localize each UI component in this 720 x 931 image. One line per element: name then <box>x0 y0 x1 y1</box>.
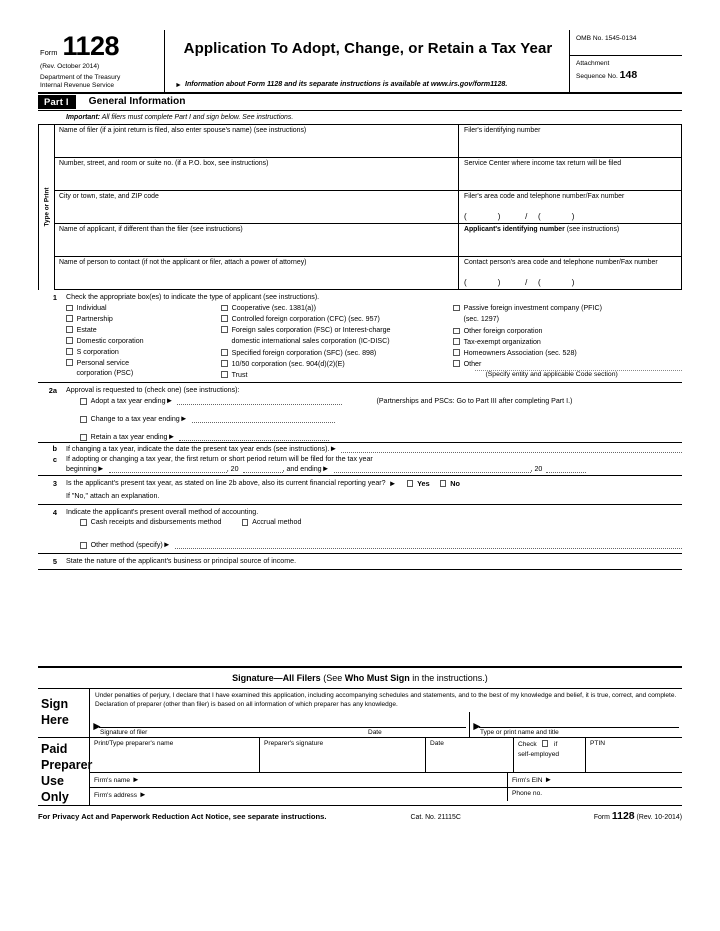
omb-number: OMB No. 1545-0134 <box>570 30 682 56</box>
label-text: Service Center where income tax return will be filed <box>464 160 622 168</box>
present-tax-year-end-input[interactable] <box>341 444 682 453</box>
label-bold: Applicant's identifying number <box>464 226 565 234</box>
triangle-right-icon: ► <box>165 395 174 405</box>
checkbox-box-icon[interactable] <box>453 338 460 345</box>
line-2a-text: Approval is requested to (check one) (see instructions): <box>66 385 240 394</box>
field-firm-name[interactable] <box>90 773 508 787</box>
header-omb-block <box>570 30 682 92</box>
caption-print-name-title: Type or print name and title <box>480 729 559 737</box>
line-2a-option-retain-row <box>66 432 682 441</box>
line-5-answer-area[interactable] <box>38 570 682 666</box>
option-label: No <box>450 478 461 488</box>
beginning-year-label: , 20 <box>226 464 239 473</box>
signature-of-filer-field[interactable] <box>90 712 470 737</box>
checkbox-line3-yes[interactable] <box>407 479 430 488</box>
line-4-number: 4 <box>52 507 57 517</box>
paren-close: ) <box>497 211 501 221</box>
other-specify-hint: (Specify entity and applicable Code section) <box>475 370 682 379</box>
option-label: S corporation <box>76 347 119 356</box>
paren-open: ( <box>464 211 467 221</box>
checkbox-tax-exempt-organization[interactable] <box>453 337 682 347</box>
slash-separator: / <box>525 211 528 221</box>
table-row <box>55 125 681 158</box>
line-2c-number: c <box>52 454 57 464</box>
line-2c-text: If adopting or changing a tax year, the first return or short period return will be filed for the tax year <box>66 454 373 463</box>
paid-preparer-block <box>38 738 682 806</box>
line-2a-block <box>38 383 682 443</box>
option-label: 10/50 corporation (sec. 904(d)(2)(E) <box>231 359 345 368</box>
line-3-number: 3 <box>52 478 57 488</box>
and-ending-label: , and ending <box>282 464 322 473</box>
sign-here-line-1: Sign <box>41 696 69 711</box>
table-row <box>55 158 681 191</box>
sign-here-label <box>38 689 90 737</box>
paren-open: ( <box>464 277 467 287</box>
option-label-cont: domestic international sales corporation (IC-DISC) <box>231 336 390 345</box>
checkbox-box-icon[interactable] <box>453 360 460 367</box>
footer-form-number: 1128 <box>611 810 635 823</box>
checkbox-foreign-sales-corporation[interactable] <box>221 325 453 335</box>
field-city-state-zip[interactable]: City or town, state, and ZIP code <box>55 191 459 223</box>
form-sheet <box>38 30 682 822</box>
option-label: Specified foreign corporation (SFC) (sec. 898) <box>231 348 377 357</box>
triangle-right-icon: ► <box>471 719 483 734</box>
sequence-label: Sequence No. <box>576 72 618 80</box>
option-label-retain: Retain a tax year ending <box>90 432 168 441</box>
checkbox-other-method[interactable] <box>80 542 87 549</box>
ending-year-label: , 20 <box>530 464 543 473</box>
checkbox-box-icon[interactable] <box>221 371 228 378</box>
checkbox-box-icon[interactable] <box>221 315 228 322</box>
option-label: Homeowners Association (sec. 528) <box>463 348 577 357</box>
catalog-number: Cat. No. 21115C <box>410 814 461 822</box>
field-filer-identifying-number[interactable] <box>459 125 681 157</box>
checkbox-10-50-corporation[interactable] <box>221 359 453 369</box>
attachment-label: Attachment <box>576 60 610 67</box>
label-text: Contact person's area code and telephone number/Fax number <box>464 259 658 267</box>
ending-year-input[interactable] <box>546 464 586 473</box>
caption-signature-of-filer: Signature of filer <box>100 729 148 737</box>
department-block <box>40 74 160 90</box>
page-title: Application To Adopt, Change, or Retain a Tax Year <box>183 40 553 57</box>
print-name-title-field[interactable] <box>470 712 682 737</box>
checkbox-box-icon[interactable] <box>453 328 460 335</box>
perjury-statement: Under penalties of perjury, I declare that I have examined this application, including accompanying schedules and statements, and to the best of my knowledge and belief, it is true, correct, and complete. Declaration of preparer (other than filer) is based on all information of which preparer has any knowledge. <box>95 691 677 708</box>
important-text: All filers must complete Part I and sign below. See instructions. <box>101 113 294 121</box>
option-label: Other foreign corporation <box>463 327 543 336</box>
form-footer <box>38 806 682 822</box>
field-street-address[interactable]: Number, street, and room or suite no. (if a P.O. box, see instructions) <box>55 158 459 190</box>
table-row <box>55 224 681 257</box>
field-filer-phone[interactable] <box>459 191 681 223</box>
checkbox-accrual-method[interactable] <box>242 519 249 526</box>
option-fsc-continuation <box>221 336 453 346</box>
option-label-cont: corporation (PSC) <box>76 369 134 378</box>
type-or-print-side-label <box>39 125 55 290</box>
option-label-change: Change to a tax year ending <box>90 414 180 423</box>
paren-open: ( <box>537 211 541 221</box>
check-label: Check <box>518 741 537 749</box>
line-3-note-block <box>38 489 682 505</box>
field-contact-person[interactable]: Name of person to contact (if not the applicant or filer, attach a power of attorney) <box>55 257 459 289</box>
triangle-right-icon: ► <box>388 478 397 488</box>
option-label-cont: (sec. 1297) <box>463 315 499 324</box>
checkbox-personal-service-corporation[interactable] <box>66 358 221 368</box>
paid-preparer-line-2: Preparer <box>41 758 93 773</box>
field-phone-no[interactable] <box>508 788 682 801</box>
checkbox-individual[interactable] <box>66 303 221 313</box>
beginning-date-input[interactable] <box>109 464 227 473</box>
paren-open: ( <box>537 277 541 287</box>
header-title-block <box>165 30 570 92</box>
label-note: (see instructions) <box>566 226 620 234</box>
field-preparer-date[interactable]: Date <box>426 738 514 772</box>
table-row <box>90 773 682 788</box>
paid-preparer-line-1: Paid <box>41 742 68 757</box>
firm-name-label: Firm's name <box>94 777 131 785</box>
field-name-of-filer[interactable]: Name of filer (if a joint return is filed, also enter spouse's name) (see instructions) <box>55 125 459 157</box>
paid-preparer-line-3: Use Only <box>41 774 69 805</box>
beginning-label: beginning <box>66 464 97 473</box>
checkbox-box-icon[interactable] <box>66 348 73 355</box>
option-label: Individual <box>76 304 107 313</box>
line-2b-number: b <box>52 443 57 453</box>
footer-form-identity <box>594 810 682 822</box>
adopt-tax-year-input[interactable] <box>177 396 342 405</box>
triangle-right-icon: ► <box>321 463 330 473</box>
option-label: Partnership <box>76 315 113 324</box>
footer-form-word: Form <box>593 814 610 822</box>
line-1-text: Check the appropriate box(es) to indicate the type of applicant (see instructions). <box>66 292 320 301</box>
signature-section-title <box>38 668 682 689</box>
option-pfic-continuation <box>453 314 682 324</box>
header-info-line <box>173 80 563 88</box>
paren-close: ) <box>571 211 575 221</box>
table-row <box>55 191 681 224</box>
change-tax-year-input[interactable] <box>192 414 335 423</box>
department-line-1: Department of the Treasury <box>40 73 121 81</box>
paid-preparer-label <box>38 738 93 805</box>
retain-tax-year-input[interactable] <box>179 432 329 441</box>
header-form-identity <box>38 30 165 92</box>
applicant-type-column-3 <box>453 303 682 380</box>
option-label-accrual-method: Accrual method <box>252 517 302 526</box>
other-method-input[interactable] <box>175 540 682 549</box>
checkbox-other[interactable] <box>453 359 682 369</box>
form-header <box>38 30 682 94</box>
phone-no-label: Phone no. <box>512 790 543 798</box>
type-or-print-text: Type or Print <box>43 187 50 227</box>
signature-rule <box>99 727 466 728</box>
option-label: Controlled foreign corporation (CFC) (sec. 957) <box>231 315 380 324</box>
applicant-type-column-2 <box>221 303 453 380</box>
line-2c-block <box>38 454 682 476</box>
option-label: Foreign sales corporation (FSC) or Interest-charge <box>231 325 391 334</box>
checkbox-box-icon[interactable] <box>221 349 228 356</box>
checkbox-box-icon[interactable] <box>453 349 460 356</box>
checkbox-partnership[interactable] <box>66 314 221 324</box>
field-firm-address[interactable] <box>90 788 508 801</box>
applicant-type-column-1 <box>66 303 221 380</box>
footer-form-rev: (Rev. 10-2014) <box>636 814 682 822</box>
field-ptin[interactable]: PTIN <box>590 740 606 748</box>
line-2b-block <box>38 443 682 454</box>
form-revision: (Rev. October 2014) <box>40 62 100 70</box>
checkbox-box-icon[interactable] <box>221 305 228 312</box>
attachment-sequence <box>570 56 682 92</box>
paren-close: ) <box>571 277 575 287</box>
sign-here-line-2: Here <box>41 712 69 727</box>
line-5-block <box>38 553 682 570</box>
checkbox-self-employed[interactable] <box>542 740 549 747</box>
checkbox-domestic-corporation[interactable] <box>66 336 221 346</box>
checkbox-box-icon[interactable] <box>66 305 73 312</box>
form-number: 1128 <box>62 31 120 61</box>
label-text: Filer's identifying number <box>464 127 541 135</box>
option-label: Domestic corporation <box>76 336 144 345</box>
option-psc-continuation <box>66 368 221 378</box>
checkbox-box-icon[interactable] <box>66 359 73 366</box>
ending-date-input[interactable] <box>334 464 531 473</box>
line-2a-number: 2a <box>48 385 57 395</box>
name-title-rule <box>479 727 679 728</box>
field-firm-ein[interactable] <box>508 773 682 787</box>
checkbox-homeowners-association[interactable] <box>453 348 682 358</box>
important-note <box>38 111 682 124</box>
option-label-cash-method: Cash receipts and disbursements method <box>90 517 222 526</box>
option-label: Estate <box>76 325 97 334</box>
part-i-box: Part I <box>38 95 76 109</box>
checkbox-other-foreign-corporation[interactable] <box>453 326 682 336</box>
form-word-label: Form <box>40 47 58 57</box>
sequence-number: 148 <box>619 68 638 81</box>
field-self-employed-check[interactable] <box>514 738 586 772</box>
checkbox-estate[interactable] <box>66 325 221 335</box>
checkbox-box-icon[interactable] <box>66 326 73 333</box>
checkbox-cooperative[interactable] <box>221 303 453 313</box>
table-row <box>90 738 682 773</box>
checkbox-cash-method[interactable] <box>80 519 87 526</box>
line-5-text: State the nature of the applicant's business or principal source of income. <box>66 556 297 565</box>
triangle-right-icon: ► <box>175 80 183 89</box>
checkbox-box-icon[interactable] <box>440 480 447 487</box>
firm-address-label: Firm's address <box>94 792 138 800</box>
part-i-bar <box>38 94 682 111</box>
line-4-block <box>38 505 682 553</box>
checkbox-specified-foreign-corporation[interactable] <box>221 348 453 358</box>
checkbox-s-corporation[interactable] <box>66 347 221 357</box>
triangle-right-icon: ► <box>179 413 188 423</box>
triangle-right-icon: ► <box>162 539 171 549</box>
checkbox-box-icon[interactable] <box>66 315 73 322</box>
slash-separator: / <box>525 277 528 287</box>
triangle-right-icon: ► <box>91 719 103 734</box>
line-3-block <box>38 476 682 489</box>
checkbox-retain-tax-year[interactable] <box>80 434 87 441</box>
phone-entry-marks <box>464 278 575 287</box>
label-text: Filer's area code and telephone number/Fax number <box>464 193 625 201</box>
check-if-label: if <box>553 741 558 749</box>
option-label: Trust <box>231 370 248 379</box>
checkbox-line3-no[interactable] <box>440 479 460 488</box>
field-name-of-applicant[interactable]: Name of applicant, if different than the filer (see instructions) <box>55 224 459 256</box>
important-label: Important: <box>66 113 101 121</box>
part-i-title: General Information <box>88 96 186 108</box>
option-label-adopt: Adopt a tax year ending <box>90 396 166 405</box>
line-2b-text: If changing a tax year, indicate the date the present tax year ends (see instructions). <box>66 444 330 453</box>
caption-date: Date <box>368 729 382 737</box>
option-label: Other <box>463 359 482 368</box>
paren-close: ) <box>497 277 501 287</box>
triangle-right-icon: ► <box>96 463 105 473</box>
phone-entry-marks <box>464 212 575 221</box>
line-4-text: Indicate the applicant's present overall method of accounting. <box>66 507 259 516</box>
field-service-center[interactable] <box>459 158 681 190</box>
checkbox-box-icon[interactable] <box>407 480 414 487</box>
field-preparer-signature[interactable]: Preparer's signature <box>260 738 426 772</box>
checkbox-change-tax-year[interactable] <box>80 416 87 423</box>
firm-ein-label: Firm's EIN <box>512 777 543 785</box>
checkbox-controlled-foreign-corporation[interactable] <box>221 314 453 324</box>
option-label: Tax-exempt organization <box>463 337 541 346</box>
triangle-right-icon: ► <box>544 775 553 785</box>
line-2a-option-change-row <box>66 414 682 423</box>
option-label: Yes <box>417 478 430 488</box>
checkbox-box-icon[interactable] <box>453 305 460 312</box>
option-label: Cooperative (sec. 1381(a)) <box>231 304 316 313</box>
who-must-sign-reference: Who Must Sign <box>344 672 410 683</box>
option-label: Passive foreign investment company (PFIC) <box>463 304 602 313</box>
field-preparer-name[interactable]: Print/Type preparer's name <box>90 738 260 772</box>
line-2a-note: (Partnerships and PSCs: Go to Part III after completing Part I.) <box>376 396 573 405</box>
privacy-act-notice: For Privacy Act and Paperwork Reduction Act Notice, see separate instructions. <box>38 812 327 822</box>
self-employed-label: self-employed <box>518 750 560 758</box>
line-1-number: 1 <box>52 292 57 302</box>
signature-title-tail: in the instructions.) <box>412 672 488 683</box>
header-info-text: Information about Form 1128 and its separate instructions is available at www.irs.gov/form1128. <box>185 79 508 88</box>
triangle-right-icon: ► <box>329 443 338 453</box>
checkbox-box-icon[interactable] <box>66 337 73 344</box>
table-row <box>55 257 681 290</box>
line-2a-option-adopt-row <box>66 396 682 405</box>
signature-title-paren: (See <box>323 672 343 683</box>
filer-information-table <box>38 124 682 290</box>
triangle-right-icon: ► <box>167 431 176 441</box>
field-applicant-identifying-number[interactable] <box>459 224 681 256</box>
checkbox-pfic[interactable] <box>453 303 682 313</box>
beginning-year-input[interactable] <box>243 464 283 473</box>
sign-here-block <box>38 689 682 738</box>
checkbox-box-icon[interactable] <box>221 360 228 367</box>
option-label-other-method: Other method (specify) <box>90 540 163 549</box>
triangle-right-icon: ► <box>138 790 147 800</box>
department-line-2: Internal Revenue Service <box>40 81 115 89</box>
line-3-note: If "No," attach an explanation. <box>66 491 160 500</box>
line-5-number: 5 <box>52 556 57 566</box>
signature-title-main: Signature—All Filers <box>232 672 321 683</box>
line-3-text: Is the applicant's present tax year, as stated on line 2b above, also its current financial reporting year? <box>66 479 386 488</box>
line-1-block <box>38 290 682 384</box>
checkbox-box-icon[interactable] <box>221 326 228 333</box>
option-label: Personal service <box>76 358 130 367</box>
triangle-right-icon: ► <box>131 775 140 785</box>
table-row <box>90 788 682 801</box>
checkbox-adopt-tax-year[interactable] <box>80 398 87 405</box>
checkbox-trust[interactable] <box>221 370 453 380</box>
field-contact-phone[interactable] <box>459 257 681 289</box>
